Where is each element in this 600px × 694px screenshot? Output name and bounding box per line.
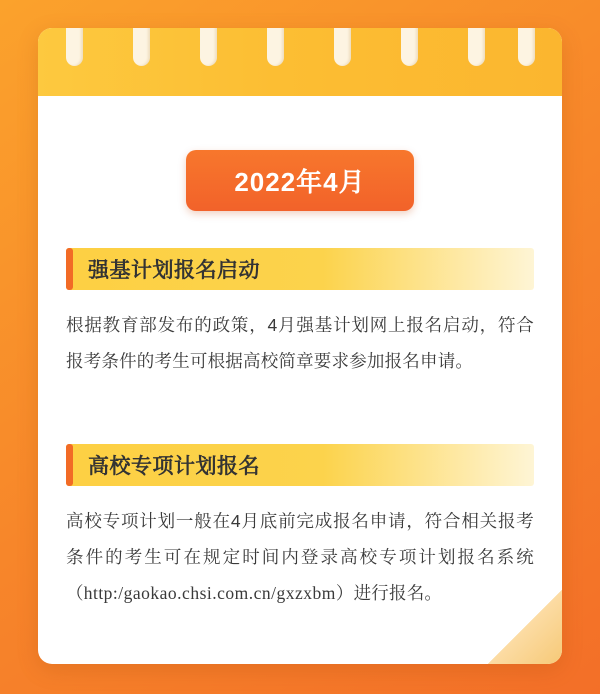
section-qiangji [66, 248, 534, 380]
registration-url: http:/gaokao.chsi.com.cn/gxzxbm [83, 582, 336, 603]
section-header [66, 248, 534, 290]
binder-ring-icon [518, 28, 535, 66]
section-body [66, 504, 534, 612]
binder-ring-icon [66, 28, 83, 66]
binder-ring-icon [468, 28, 485, 66]
section-body: 根据教育部发布的政策，4月强基计划网上报名启动，符合报考条件的考生可根据高校简章要求参加报名申请。 [66, 315, 534, 371]
binder-ring-icon [401, 28, 418, 66]
binder-ring-icon [334, 28, 351, 66]
binder-ring-icon [133, 28, 150, 66]
accent-bar [66, 444, 73, 486]
section-title: 强基计划报名启动 [88, 259, 260, 282]
section-body-part1: 高校专项计划一般在4月底前完成报名申请，符合相关报考条件的考生可在规定时间内登录高校专项计划报名系统（ [66, 511, 534, 603]
section-body-part2: ）进行报名。 [335, 582, 443, 603]
section-zhuanxiang [66, 444, 534, 612]
section-title: 高校专项计划报名 [88, 455, 260, 478]
binder-rings [38, 28, 562, 96]
notebook-card [38, 28, 562, 664]
binder-ring-icon [267, 28, 284, 66]
month-title-chip: 2022年4月 [186, 150, 414, 211]
binder-ring-icon [200, 28, 217, 66]
card-content [38, 96, 562, 664]
accent-bar [66, 248, 73, 290]
section-header [66, 444, 534, 486]
page-fold-corner [488, 590, 562, 664]
